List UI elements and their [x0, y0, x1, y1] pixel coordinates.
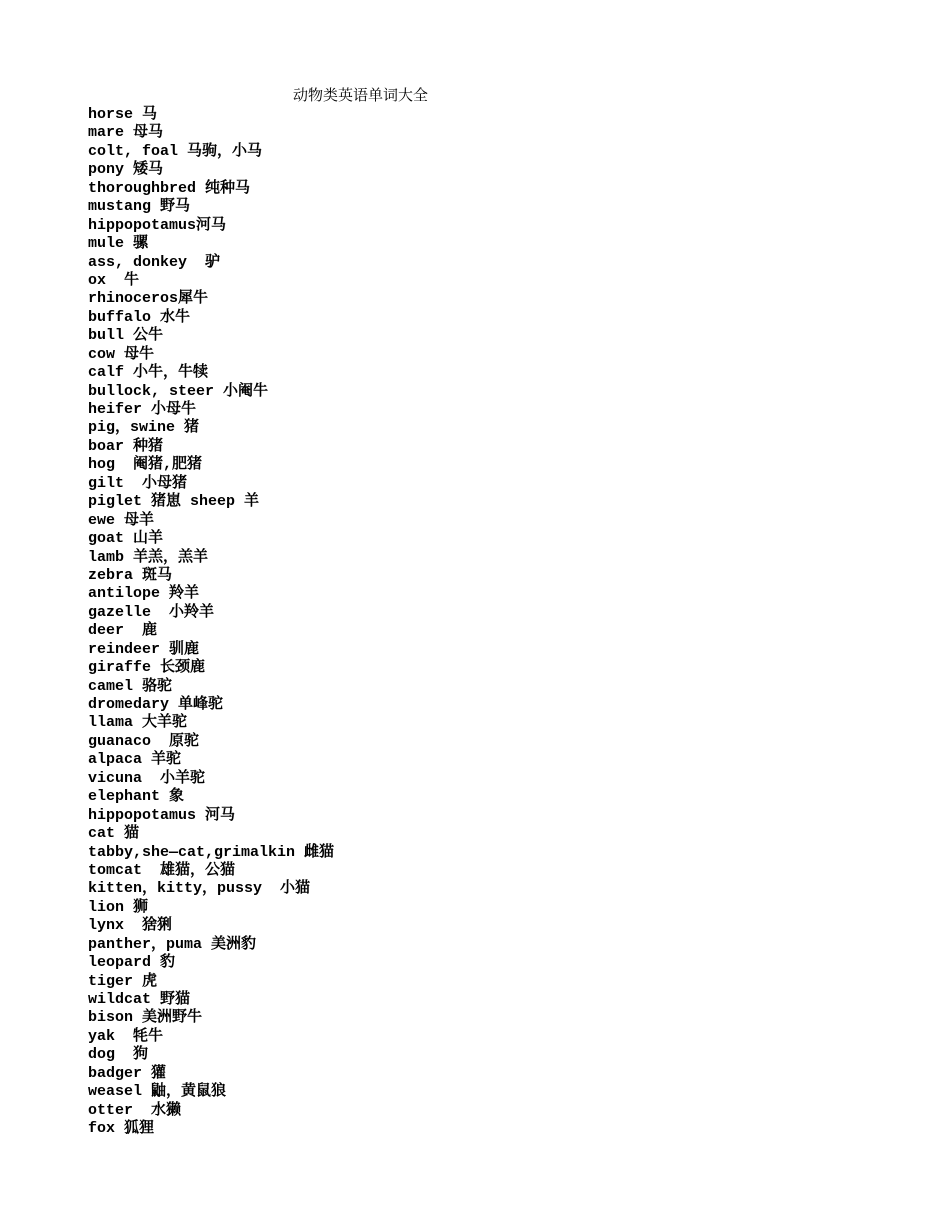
list-item: guanaco 原驼 — [88, 732, 200, 750]
list-item: panther，puma 美洲豹 — [88, 935, 257, 953]
list-item: kitten，kitty，pussy 小猫 — [88, 880, 311, 898]
list-item: tomcat 雄猫，公猫 — [88, 861, 236, 879]
list-item: hippopotamus河马 — [88, 216, 227, 234]
list-item: giraffe 长颈鹿 — [88, 659, 206, 677]
list-item: cat 猫 — [88, 825, 140, 843]
list-item: ass, donkey 驴 — [88, 253, 221, 271]
list-item: wildcat 野猫 — [88, 991, 191, 1008]
list-item: cow 母牛 — [88, 345, 155, 363]
list-item: goat 山羊 — [88, 530, 164, 548]
list-item: leopard 豹 — [88, 954, 176, 972]
list-item: zebra 斑马 — [88, 566, 173, 584]
list-item: buffalo 水牛 — [88, 308, 191, 326]
list-item: thoroughbred 纯种马 — [88, 179, 251, 197]
list-item: tabby,she—cat,grimalkin 雌猫 — [88, 843, 335, 861]
list-item: antilope 羚羊 — [88, 585, 200, 603]
list-item: bison 美洲野牛 — [88, 1009, 203, 1027]
list-item: lamb 羊羔，羔羊 — [88, 548, 209, 566]
list-item: mule 骡 — [88, 235, 149, 253]
vocabulary-list — [88, 106, 334, 1139]
list-item: elephant 象 — [88, 788, 185, 806]
list-item: bullock, steer 小阉牛 — [88, 382, 269, 400]
list-item: calf 小牛，牛犊 — [88, 364, 209, 382]
list-item: camel 骆驼 — [88, 677, 173, 695]
list-item: dromedary 单峰驼 — [88, 696, 224, 713]
list-item: yak 牦牛 — [88, 1027, 164, 1045]
list-item: piglet 猪崽 sheep 羊 — [88, 493, 260, 511]
list-item: alpaca 羊驼 — [88, 751, 182, 769]
list-item: hog 阉猪,肥猪 — [88, 456, 203, 474]
list-item: llama 大羊驼 — [88, 714, 188, 732]
list-item: otter 水獭 — [88, 1101, 182, 1119]
list-item: weasel 鼬，黄鼠狼 — [88, 1083, 227, 1101]
list-item: dog 狗 — [88, 1046, 149, 1064]
list-item: bull 公牛 — [88, 327, 164, 345]
list-item: gazelle 小羚羊 — [88, 603, 215, 621]
list-item: pony 矮马 — [88, 161, 164, 179]
document-title: 动物类英语单词大全 — [293, 86, 429, 104]
list-item: gilt 小母猪 — [88, 474, 188, 492]
list-item: boar 种猪 — [88, 437, 164, 455]
list-item: badger 獾 — [88, 1064, 167, 1082]
list-item: vicuna 小羊驼 — [88, 769, 206, 787]
list-item: pig，swine 猪 — [88, 419, 200, 437]
list-item: colt, foal 马驹，小马 — [88, 142, 263, 160]
list-item: lion 狮 — [88, 898, 149, 916]
list-item: ewe 母羊 — [88, 511, 155, 529]
list-item: heifer 小母牛 — [88, 401, 197, 418]
list-item: fox 狐狸 — [88, 1120, 155, 1138]
list-item: hippopotamus 河马 — [88, 806, 236, 824]
list-item: reindeer 驯鹿 — [88, 640, 200, 658]
list-item: tiger 虎 — [88, 972, 158, 990]
list-item: ox 牛 — [88, 271, 140, 289]
list-item: deer 鹿 — [88, 622, 158, 640]
list-item: mare 母马 — [88, 124, 164, 142]
list-item: horse 马 — [88, 106, 158, 123]
list-item: mustang 野马 — [88, 198, 191, 216]
list-item: rhinoceros犀牛 — [88, 290, 209, 308]
list-item: lynx 猞猁 — [88, 917, 173, 935]
